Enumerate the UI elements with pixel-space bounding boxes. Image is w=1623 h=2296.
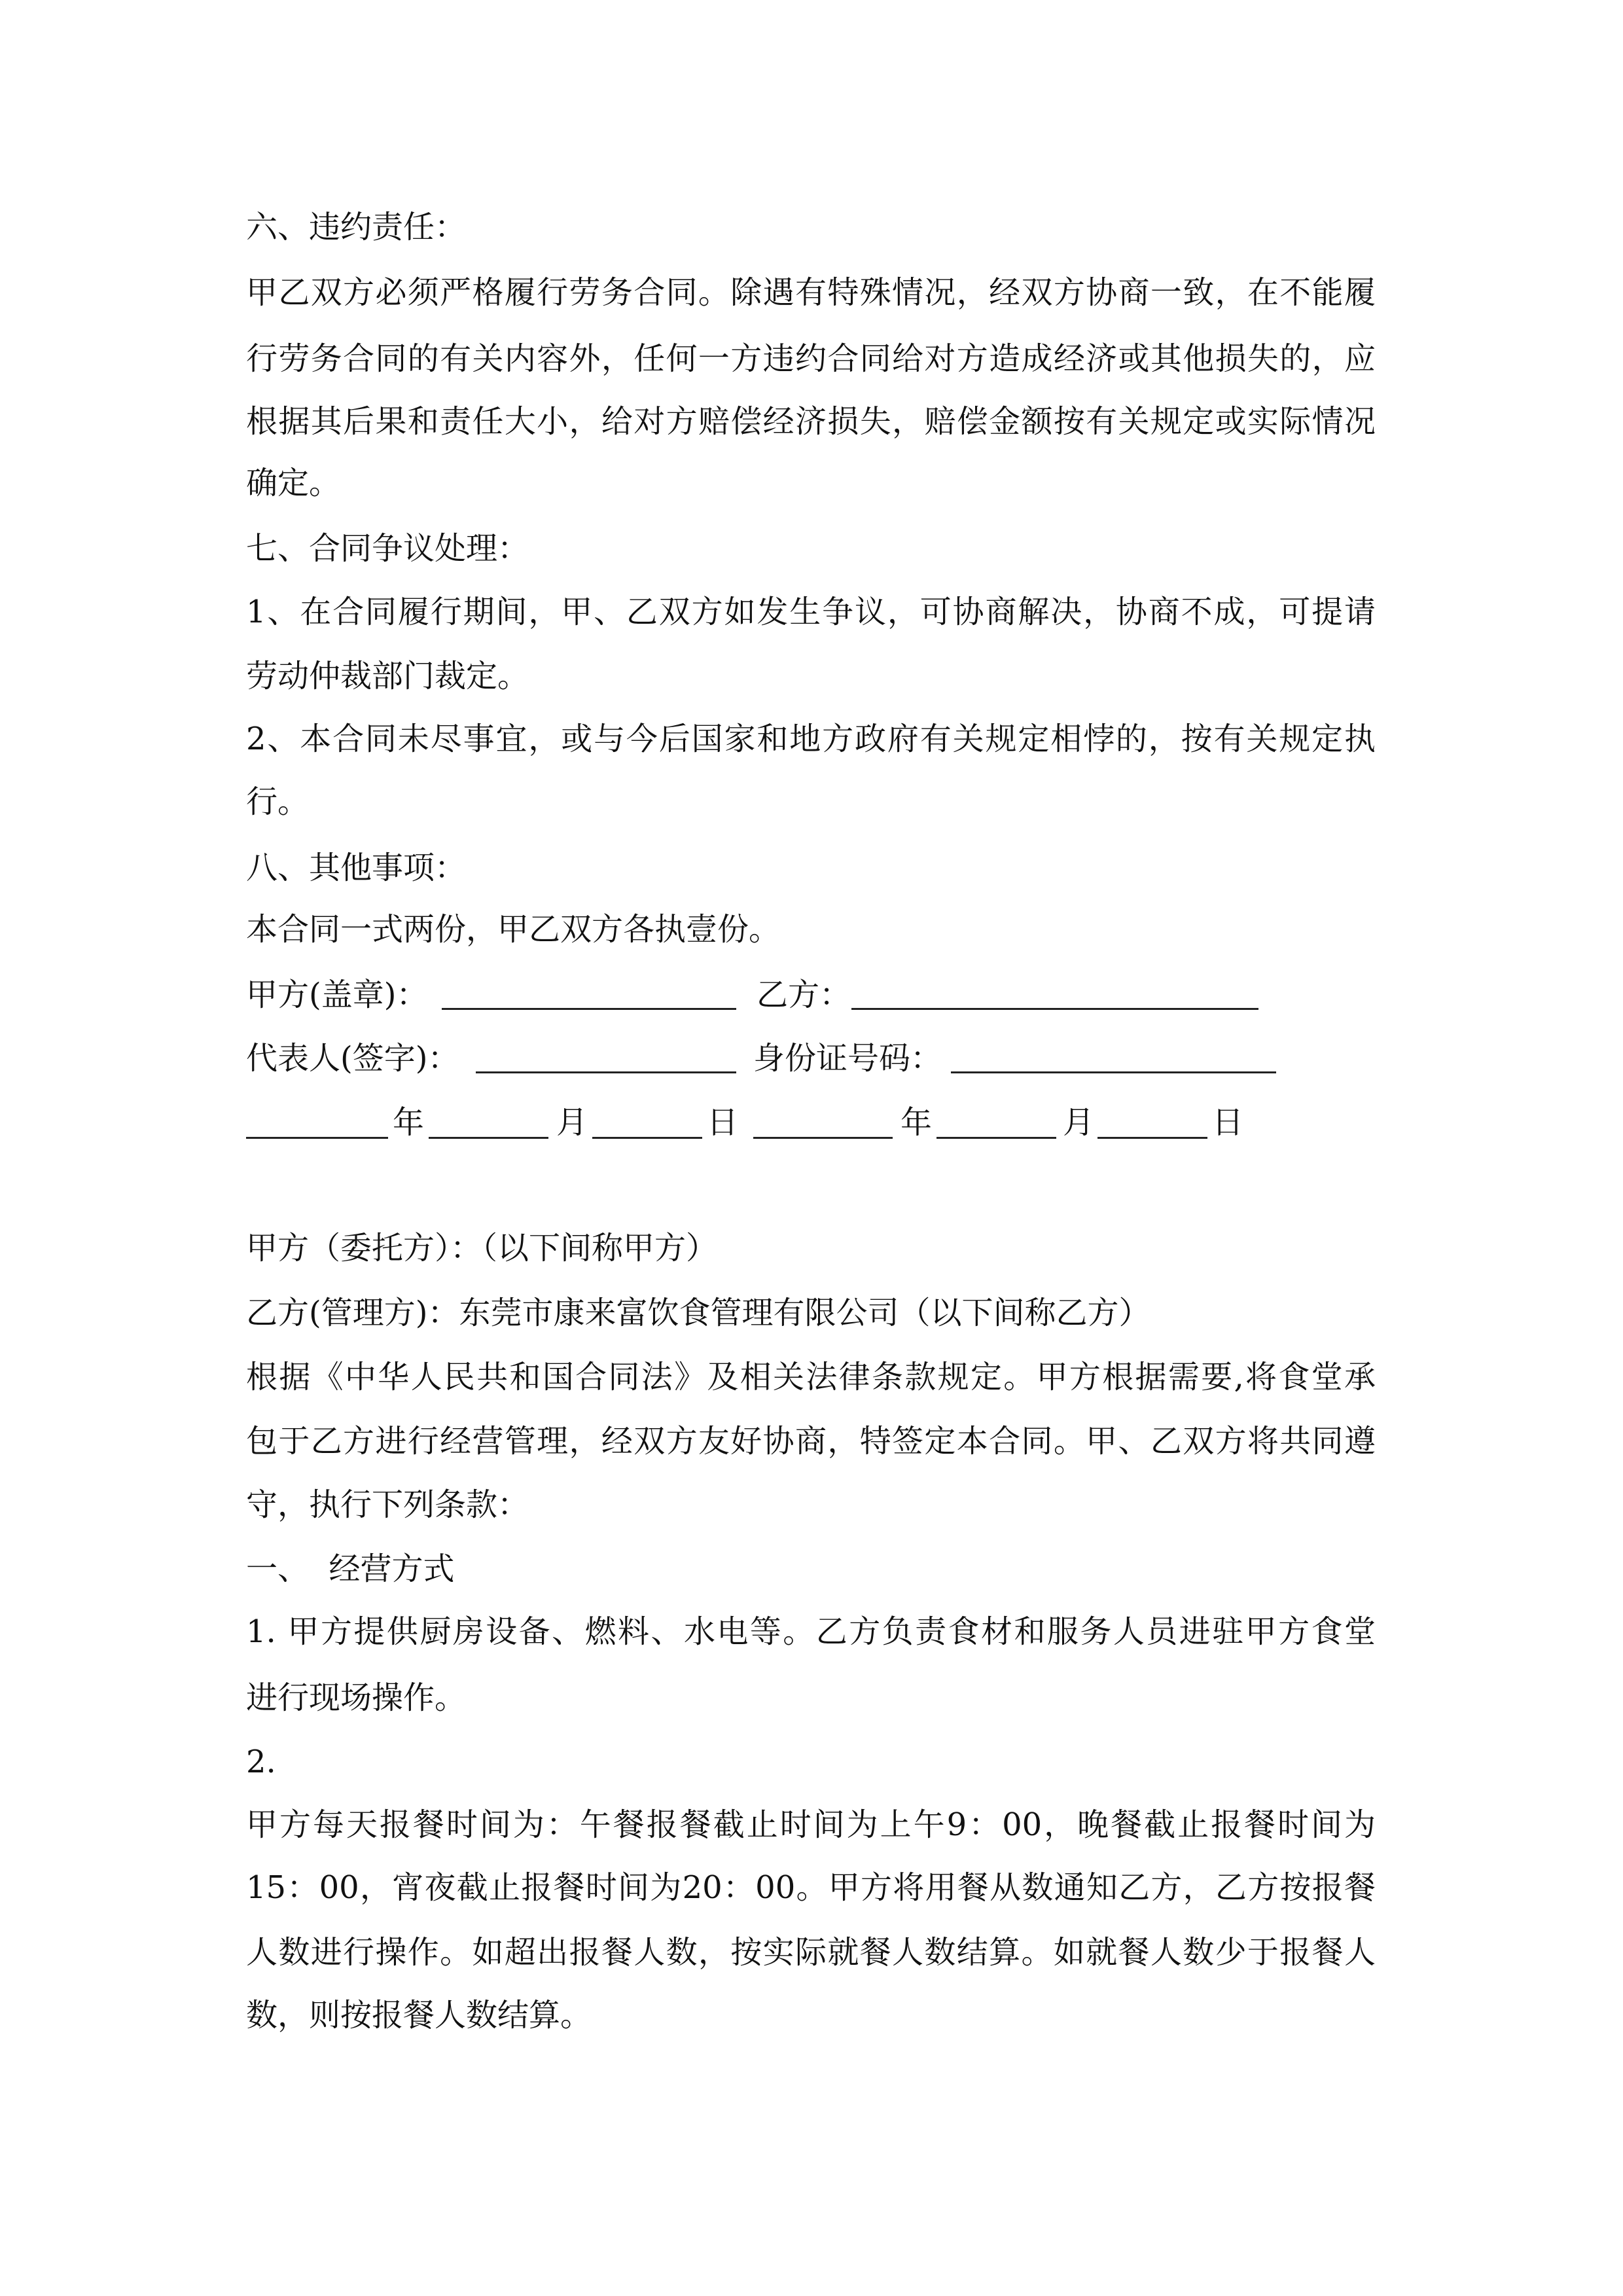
paragraph-line: 包于乙方进行经营管理，经双方友好协商，特签定本合同。甲、乙双方将共同遵 bbox=[246, 1423, 1376, 1460]
month-blank bbox=[936, 1137, 1056, 1139]
party-a-seal-label: 甲方(盖章)： bbox=[246, 977, 428, 1013]
id-number-blank bbox=[951, 1071, 1276, 1073]
party-a-line: 甲方（委托方）：（以下间称甲方） bbox=[246, 1230, 718, 1266]
paragraph-line: 数，则按报餐人数结算。 bbox=[246, 1997, 592, 2034]
paragraph-line: 人数进行操作。如超出报餐人数，按实际就餐人数结算。如就餐人数少于报餐人 bbox=[246, 1934, 1376, 1971]
party-a-seal-blank bbox=[442, 1008, 736, 1010]
year-blank bbox=[753, 1137, 893, 1139]
paragraph-line: 确定。 bbox=[246, 465, 341, 501]
representative-label: 代表人(签字)： bbox=[246, 1040, 459, 1077]
section-8-heading: 八、其他事项： bbox=[246, 850, 467, 886]
month-label: 月 bbox=[1063, 1104, 1095, 1141]
section-6-heading: 六、违约责任： bbox=[246, 209, 467, 245]
year-blank bbox=[246, 1137, 388, 1139]
section-1-heading: 一、 经营方式 bbox=[246, 1551, 455, 1587]
paragraph-line: 2. bbox=[246, 1744, 276, 1780]
day-blank bbox=[592, 1137, 702, 1139]
party-b-label: 乙方： bbox=[757, 977, 851, 1013]
paragraph-line: 行。 bbox=[246, 783, 310, 820]
paragraph-line: 本合同一式两份，甲乙双方各执壹份。 bbox=[246, 911, 781, 948]
paragraph-line: 2、本合同未尽事宜，或与今后国家和地方政府有关规定相悖的，按有关规定执 bbox=[246, 721, 1376, 757]
party-b-blank bbox=[851, 1008, 1258, 1010]
month-blank bbox=[429, 1137, 548, 1139]
year-label: 年 bbox=[901, 1104, 933, 1141]
party-b-line: 乙方(管理方)：东莞市康来富饮食管理有限公司（以下间称乙方） bbox=[246, 1295, 1150, 1331]
paragraph-line: 行劳务合同的有关内容外，任何一方违约合同给对方造成经济或其他损失的，应 bbox=[246, 340, 1376, 377]
paragraph-line: 进行现场操作。 bbox=[246, 1679, 467, 1716]
paragraph-line: 守，执行下列条款： bbox=[246, 1486, 529, 1523]
paragraph-line: 1. 甲方提供厨房设备、燃料、水电等。乙方负责食材和服务人员进驻甲方食堂 bbox=[246, 1613, 1376, 1650]
paragraph-line: 劳动仲裁部门裁定。 bbox=[246, 658, 529, 694]
section-7-heading: 七、合同争议处理： bbox=[246, 530, 529, 567]
paragraph-line: 根据《中华人民共和国合同法》及相关法律条款规定。甲方根据需要,将食堂承 bbox=[246, 1359, 1376, 1395]
year-label: 年 bbox=[393, 1104, 425, 1141]
representative-blank bbox=[476, 1071, 736, 1073]
paragraph-line: 甲乙双方必须严格履行劳务合同。除遇有特殊情况，经双方协商一致，在不能履 bbox=[246, 274, 1376, 311]
paragraph-line: 根据其后果和责任大小，给对方赔偿经济损失，赔偿金额按有关规定或实际情况 bbox=[246, 403, 1376, 440]
paragraph-line: 1、在合同履行期间，甲、乙双方如发生争议，可协商解决，协商不成，可提请 bbox=[246, 594, 1376, 630]
day-blank bbox=[1097, 1137, 1207, 1139]
day-label: 日 bbox=[707, 1104, 739, 1141]
paragraph-line: 甲方每天报餐时间为：午餐报餐截止时间为上午9：00，晚餐截止报餐时间为 bbox=[246, 1806, 1376, 1843]
paragraph-line: 15：00，宵夜截止报餐时间为20：00。甲方将用餐从数通知乙方，乙方按报餐 bbox=[246, 1869, 1376, 1906]
day-label: 日 bbox=[1212, 1104, 1244, 1141]
id-number-label: 身份证号码： bbox=[753, 1040, 942, 1077]
month-label: 月 bbox=[556, 1104, 588, 1141]
